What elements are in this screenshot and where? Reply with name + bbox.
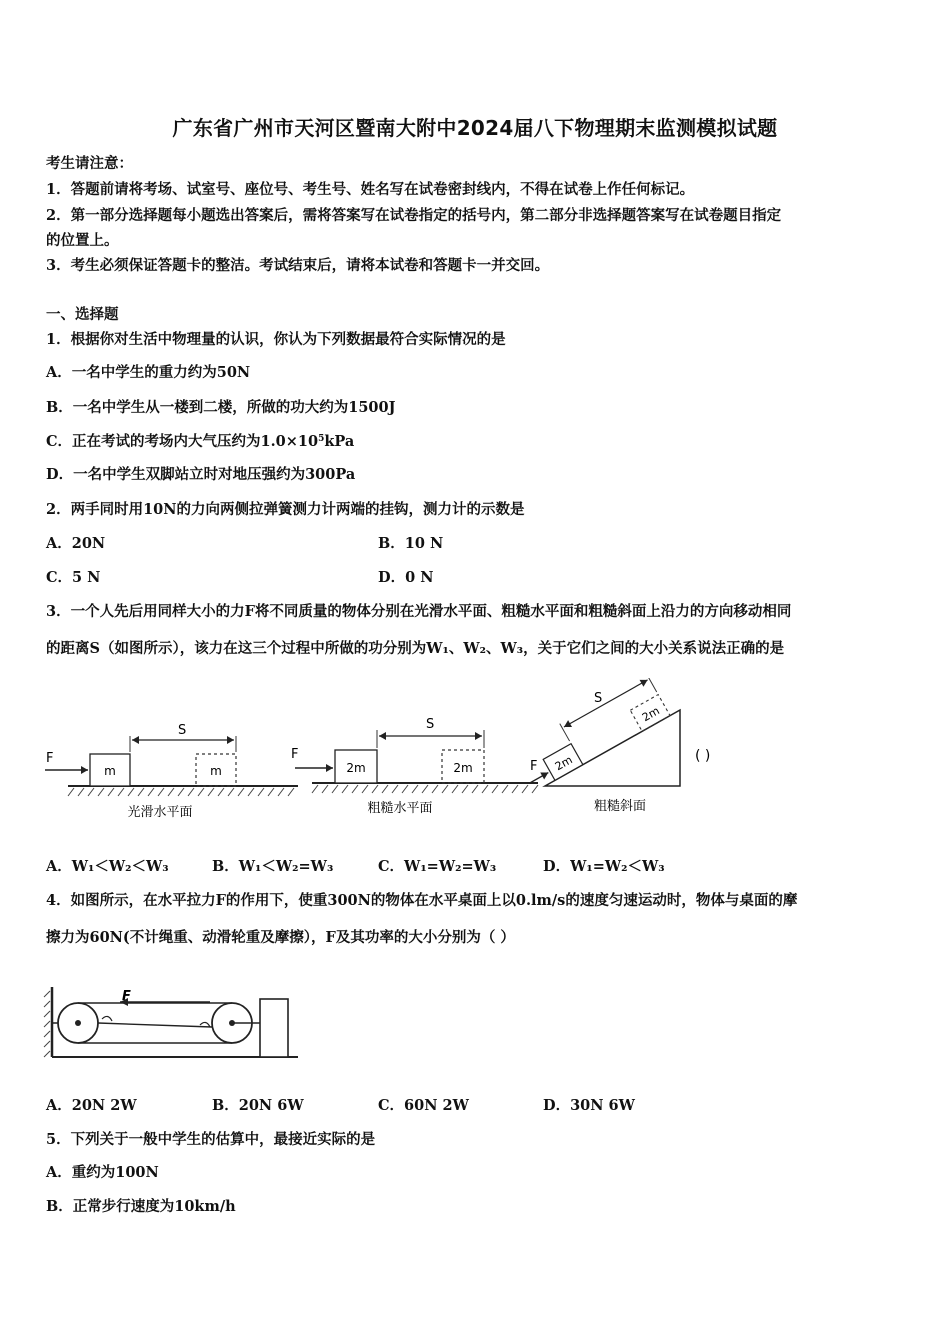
force-label: F: [291, 747, 299, 762]
distance-label: S: [594, 691, 603, 706]
question-stem: 3．一个人先后用同样大小的力F将不同质量的物体分别在光滑水平面、粗糙水平面和粗糙斜面上沿力的方向移动相同: [46, 603, 792, 620]
distance-label: S: [178, 723, 187, 738]
pulley-figure: [40, 975, 310, 1070]
force-label: F: [122, 989, 131, 1004]
smooth-surface-diagram: [45, 723, 298, 820]
option-a: A．W₁＜W₂＜W₃: [46, 858, 169, 875]
mass-label: 2m: [639, 704, 662, 725]
mass-label: m: [104, 764, 116, 778]
option-d: D．一名中学生双脚站立时对地压强约为300Pa: [46, 466, 356, 483]
option-a: A．一名中学生的重力约为50N: [46, 364, 251, 381]
option-b: B．一名中学生从一楼到二楼，所做的功大约为1500J: [46, 399, 396, 416]
question-stem: 4．如图所示，在水平拉力F的作用下，使重300N的物体在水平桌面上以0.lm/s的速度匀速运动时，物体与桌面的摩: [46, 892, 798, 909]
force-label: F: [46, 751, 54, 766]
question-stem: 擦力为60N(不计绳重、动滑轮重及摩擦），F及其功率的大小分别为（ ）: [46, 929, 515, 946]
rough-surface-diagram: [291, 717, 538, 816]
option-d: D．0 N: [378, 569, 434, 586]
rough-incline-diagram: [511, 678, 710, 814]
mass-label: m: [210, 764, 222, 778]
section-heading: 一、选择题: [46, 306, 119, 323]
option-a: A．20N 2W: [46, 1097, 137, 1114]
mass-label: 2m: [552, 753, 575, 774]
option-c: C．60N 2W: [378, 1097, 469, 1114]
work-comparison-figure: [40, 678, 760, 828]
notice-heading: 考生请注意：: [46, 155, 133, 172]
notice-item: 3．考生必须保证答题卡的整洁。考试结束后，请将本试卷和答题卡一并交回。: [46, 257, 550, 274]
option-a: A．20N: [46, 535, 106, 552]
option-c: C．正在考试的考场内大气压约为$1.0\times 10^5kPa$: [46, 433, 355, 450]
option-c: C．W₁=W₂=W₃: [378, 858, 497, 875]
distance-label: S: [426, 717, 435, 732]
option-d: D．W₁=W₂＜W₃: [543, 858, 665, 875]
option-b: B．20N 6W: [212, 1097, 304, 1114]
option-b: B．W₁＜W₂=W₃: [212, 858, 334, 875]
option-b: B．10 N: [378, 535, 444, 552]
force-label: F: [530, 759, 538, 774]
option-b: B．正常步行速度为10km/h: [46, 1198, 236, 1215]
mass-label: 2m: [453, 761, 473, 775]
notice-item: 2．第一部分选择题每小题选出答案后，需将答案写在试卷指定的括号内，第二部分非选择题答案写在试卷题目指定: [46, 207, 782, 224]
caption-smooth-surface: 光滑水平面: [127, 805, 193, 820]
question-stem: 1．根据你对生活中物理量的认识，你认为下列数据最符合实际情况的是: [46, 331, 506, 348]
question-stem: 5．下列关于一般中学生的估算中，最接近实际的是: [46, 1131, 376, 1148]
option-c: C．5 N: [46, 569, 101, 586]
question-stem: 2．两手同时用10N的力向两侧拉弹簧测力计两端的挂钩，测力计的示数是: [46, 501, 525, 518]
notice-item: 1．答题前请将考场、试室号、座位号、考生号、姓名写在试卷密封线内，不得在试卷上作任何标记。: [46, 181, 695, 198]
caption-rough-surface: 粗糙水平面: [367, 801, 433, 816]
question-stem: 的距离S（如图所示），该力在这三个过程中所做的功分别为W₁、W₂、W₃，关于它们之间的大小关系说法正确的是: [46, 640, 785, 657]
notice-item: 的位置上。: [46, 232, 119, 249]
option-a: A．重约为100N: [46, 1164, 159, 1181]
caption-rough-incline: 粗糙斜面: [593, 799, 647, 814]
page-title: 广东省广州市天河区暨南大附中2024届八下物理期末监测模拟试题: [172, 116, 778, 140]
answer-bracket: ( ): [695, 748, 711, 764]
mass-label: 2m: [346, 761, 366, 775]
option-d: D．30N 6W: [543, 1097, 635, 1114]
